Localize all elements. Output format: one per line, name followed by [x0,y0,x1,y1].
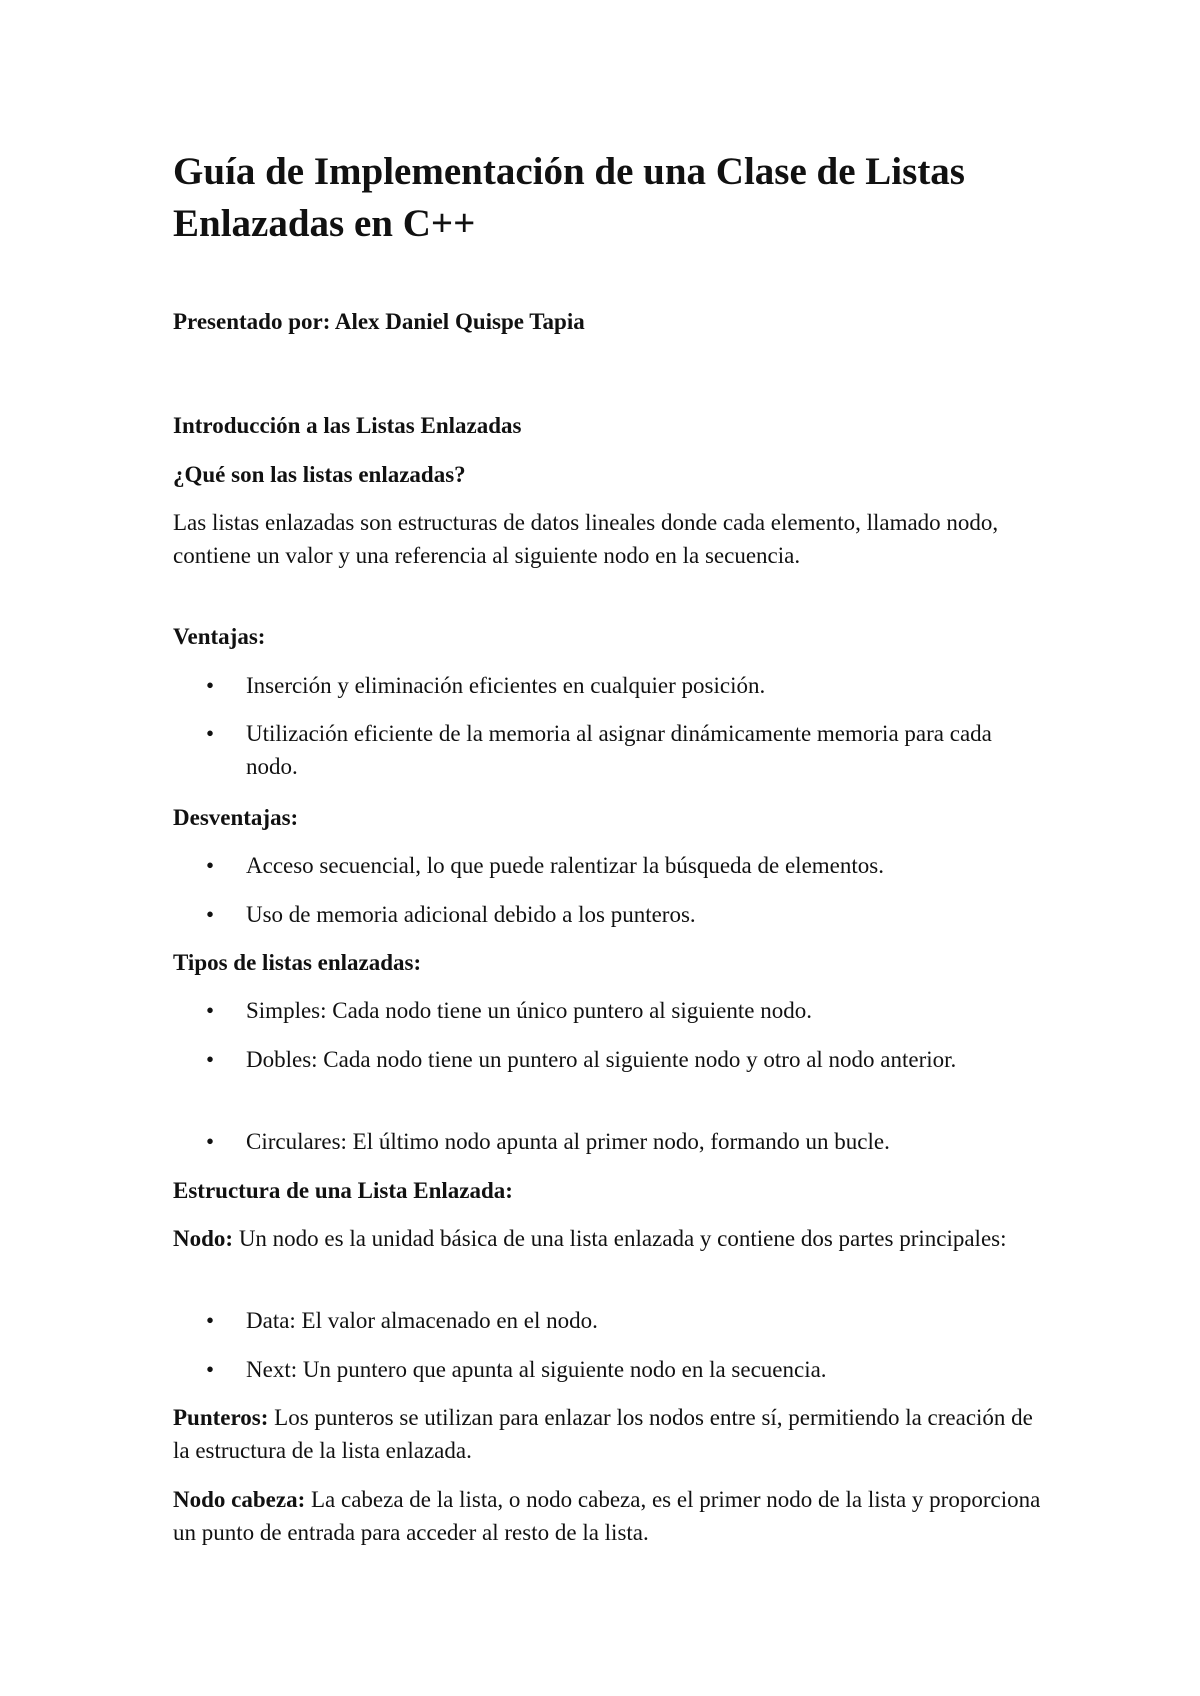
cabeza-text: La cabeza de la lista, o nodo cabeza, es el primer nodo de la lista y proporciona un punto de entrada para acceder al resto de la lista. [173,1487,1041,1545]
list-item-text: Inserción y eliminación eficientes en cualquier posición. [246,673,766,698]
list-item [206,849,1046,882]
list-item-text: Utilización eficiente de la memoria al asignar dinámicamente memoria para cada nodo. [246,721,992,779]
list-item [206,1043,1046,1076]
punteros-text: Los punteros se utilizan para enlazar los nodos entre sí, permitiendo la creación de la estructura de la lista enlazada. [173,1405,1033,1463]
list-item-text: Simples: Cada nodo tiene un único puntero al siguiente nodo. [246,998,812,1023]
section-heading: Introducción a las Listas Enlazadas [173,413,522,438]
list-item-text: Dobles: Cada nodo tiene un puntero al siguiente nodo y otro al nodo anterior. [246,1047,957,1072]
ventajas-heading: Ventajas: [173,624,266,649]
author-line: Presentado por: Alex Daniel Quispe Tapia [173,309,585,334]
punteros-paragraph [173,1401,1053,1467]
bullet-icon: • [206,721,215,746]
list-item-text: Next: Un puntero que apunta al siguiente nodo en la secuencia. [246,1357,827,1382]
estructura-heading: Estructura de una Lista Enlazada: [173,1178,513,1203]
document-title: Guía de Implementación de una Clase de Listas Enlazadas en C++ [173,150,965,245]
punteros-label: Punteros: [173,1405,269,1430]
nodo-text: Un nodo es la unidad básica de una lista enlazada y contiene dos partes principales: [233,1226,1007,1251]
list-item [206,1125,1046,1158]
nodo-paragraph [173,1222,1053,1255]
bullet-icon: • [206,902,215,927]
list-item-text: Circulares: El último nodo apunta al primer nodo, formando un bucle. [246,1129,890,1154]
list-item [206,669,1046,702]
tipos-heading: Tipos de listas enlazadas: [173,950,422,975]
list-item [206,898,1046,931]
bullet-icon: • [206,673,215,698]
list-item [206,1304,1046,1337]
bullet-icon: • [206,1129,215,1154]
list-item [206,1353,1046,1386]
question-heading: ¿Qué son las listas enlazadas? [173,462,466,487]
list-item-text: Acceso secuencial, lo que puede ralentizar la búsqueda de elementos. [246,853,884,878]
cabeza-label: Nodo cabeza: [173,1487,306,1512]
list-item-text: Data: El valor almacenado en el nodo. [246,1308,598,1333]
bullet-icon: • [206,998,215,1023]
nodo-label: Nodo: [173,1226,234,1251]
list-item-text: Uso de memoria adicional debido a los punteros. [246,902,696,927]
desventajas-heading: Desventajas: [173,805,299,830]
bullet-icon: • [206,1357,215,1382]
intro-paragraph: Las listas enlazadas son estructuras de datos lineales donde cada elemento, llamado nodo, contiene un valor y una referencia al siguiente nodo en la secuencia. [173,510,999,568]
list-item [206,717,1046,783]
bullet-icon: • [206,1047,215,1072]
list-item [206,994,1046,1027]
cabeza-paragraph [173,1483,1053,1549]
bullet-icon: • [206,1308,215,1333]
bullet-icon: • [206,853,215,878]
